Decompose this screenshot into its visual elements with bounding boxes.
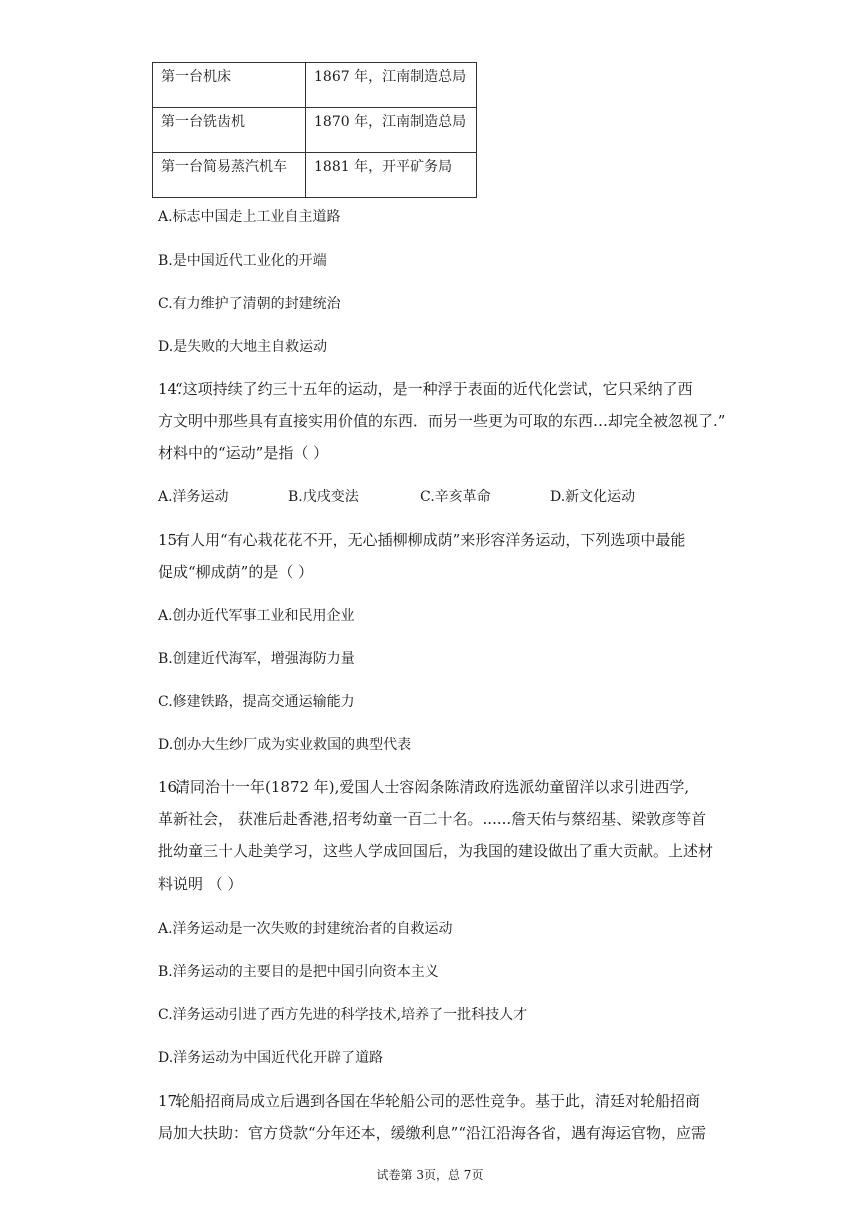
q13-option-b: B.是中国近代工业化的开端	[158, 253, 327, 269]
table-cell-item: 第一台铣齿机	[153, 108, 306, 153]
q15-stem-line-2: 促成“柳成荫”的是（ ）	[158, 563, 314, 581]
q16-stem-line-2: 革新社会， 获准后赴香港,招考幼童一百二十名。......詹天佑与蔡绍基、梁敦彦等首	[158, 810, 707, 828]
q14-stem-line-3: 材料中的“运动”是指（ ）	[158, 444, 329, 462]
table-cell-info: 1881 年，开平矿务局	[306, 153, 477, 198]
page-footer: 试卷第 3页，总 7页	[376, 1168, 484, 1182]
q17-stem-line-1: 轮船招商局成立后遇到各国在华轮船公司的恶性竞争。基于此，清廷对轮船招商	[175, 1092, 701, 1110]
facts-table	[152, 62, 477, 198]
q14-number: 14.	[158, 380, 182, 398]
q15-option-c: C.修建铁路，提高交通运输能力	[158, 694, 355, 710]
q16-stem-line-3: 批幼童三十人赴美学习，这些人学成回国后，为我国的建设做出了重大贡献。上述材	[158, 842, 714, 860]
table-row	[153, 108, 477, 153]
q14-option-b: B.戊戌变法	[288, 489, 359, 505]
q14-option-c: C.辛亥革命	[420, 489, 491, 505]
q15-stem-line-1: 有人用“有心栽花花不开，无心插柳柳成荫”来形容洋务运动，下列选项中最能	[175, 531, 686, 549]
q14-option-a: A.洋务运动	[158, 489, 229, 505]
q16-stem-line-1: 清同治十一年(1872 年),爱国人士容闳条陈清政府选派幼童留洋以求引进西学,	[175, 778, 690, 796]
q17-stem-line-2: 局加大扶助：官方贷款“分年还本，缓缴利息”“沿江沿海各省，遇有海运官物，应需	[158, 1124, 707, 1142]
q16-option-c: C.洋务运动引进了西方先进的科学技术,培养了一批科技人才	[158, 1007, 528, 1023]
q16-option-a: A.洋务运动是一次失败的封建统治者的自救运动	[158, 921, 453, 937]
q14-stem-line-2: 方文明中那些具有直接实用价值的东西．而另一些更为可取的东西…却完全被忽视了.”	[158, 412, 726, 430]
q15-option-b: B.创建近代海军，增强海防力量	[158, 651, 355, 667]
table-row	[153, 153, 477, 198]
table-cell-item: 第一台机床	[153, 63, 306, 108]
q13-option-c: C.有力维护了清朝的封建统治	[158, 296, 341, 312]
q16-option-b: B.洋务运动的主要目的是把中国引向资本主义	[158, 964, 439, 980]
table-cell-item: 第一台简易蒸汽机车	[153, 153, 306, 198]
q13-option-a: A.标志中国走上工业自主道路	[158, 209, 341, 225]
q15-number: 15.	[158, 531, 182, 549]
q16-stem-line-4: 料说明 （ ）	[158, 875, 243, 893]
q16-option-d: D.洋务运动为中国近代化开辟了道路	[158, 1050, 384, 1066]
table-cell-info: 1870 年，江南制造总局	[306, 108, 477, 153]
q17-number: 17.	[158, 1092, 182, 1110]
q15-option-d: D.创办大生纱厂成为实业救国的典型代表	[158, 737, 412, 753]
q14-stem-line-1: “这项持续了约三十五年的运动，是一种浮于表面的近代化尝试，它只采纳了西	[175, 380, 693, 398]
q14-option-d: D.新文化运动	[550, 489, 636, 505]
q13-option-d: D.是失败的大地主自救运动	[158, 339, 328, 355]
q15-option-a: A.创办近代军事工业和民用企业	[158, 608, 355, 624]
q16-number: 16.	[158, 778, 182, 796]
table-row	[153, 63, 477, 108]
table-cell-info: 1867 年，江南制造总局	[306, 63, 477, 108]
